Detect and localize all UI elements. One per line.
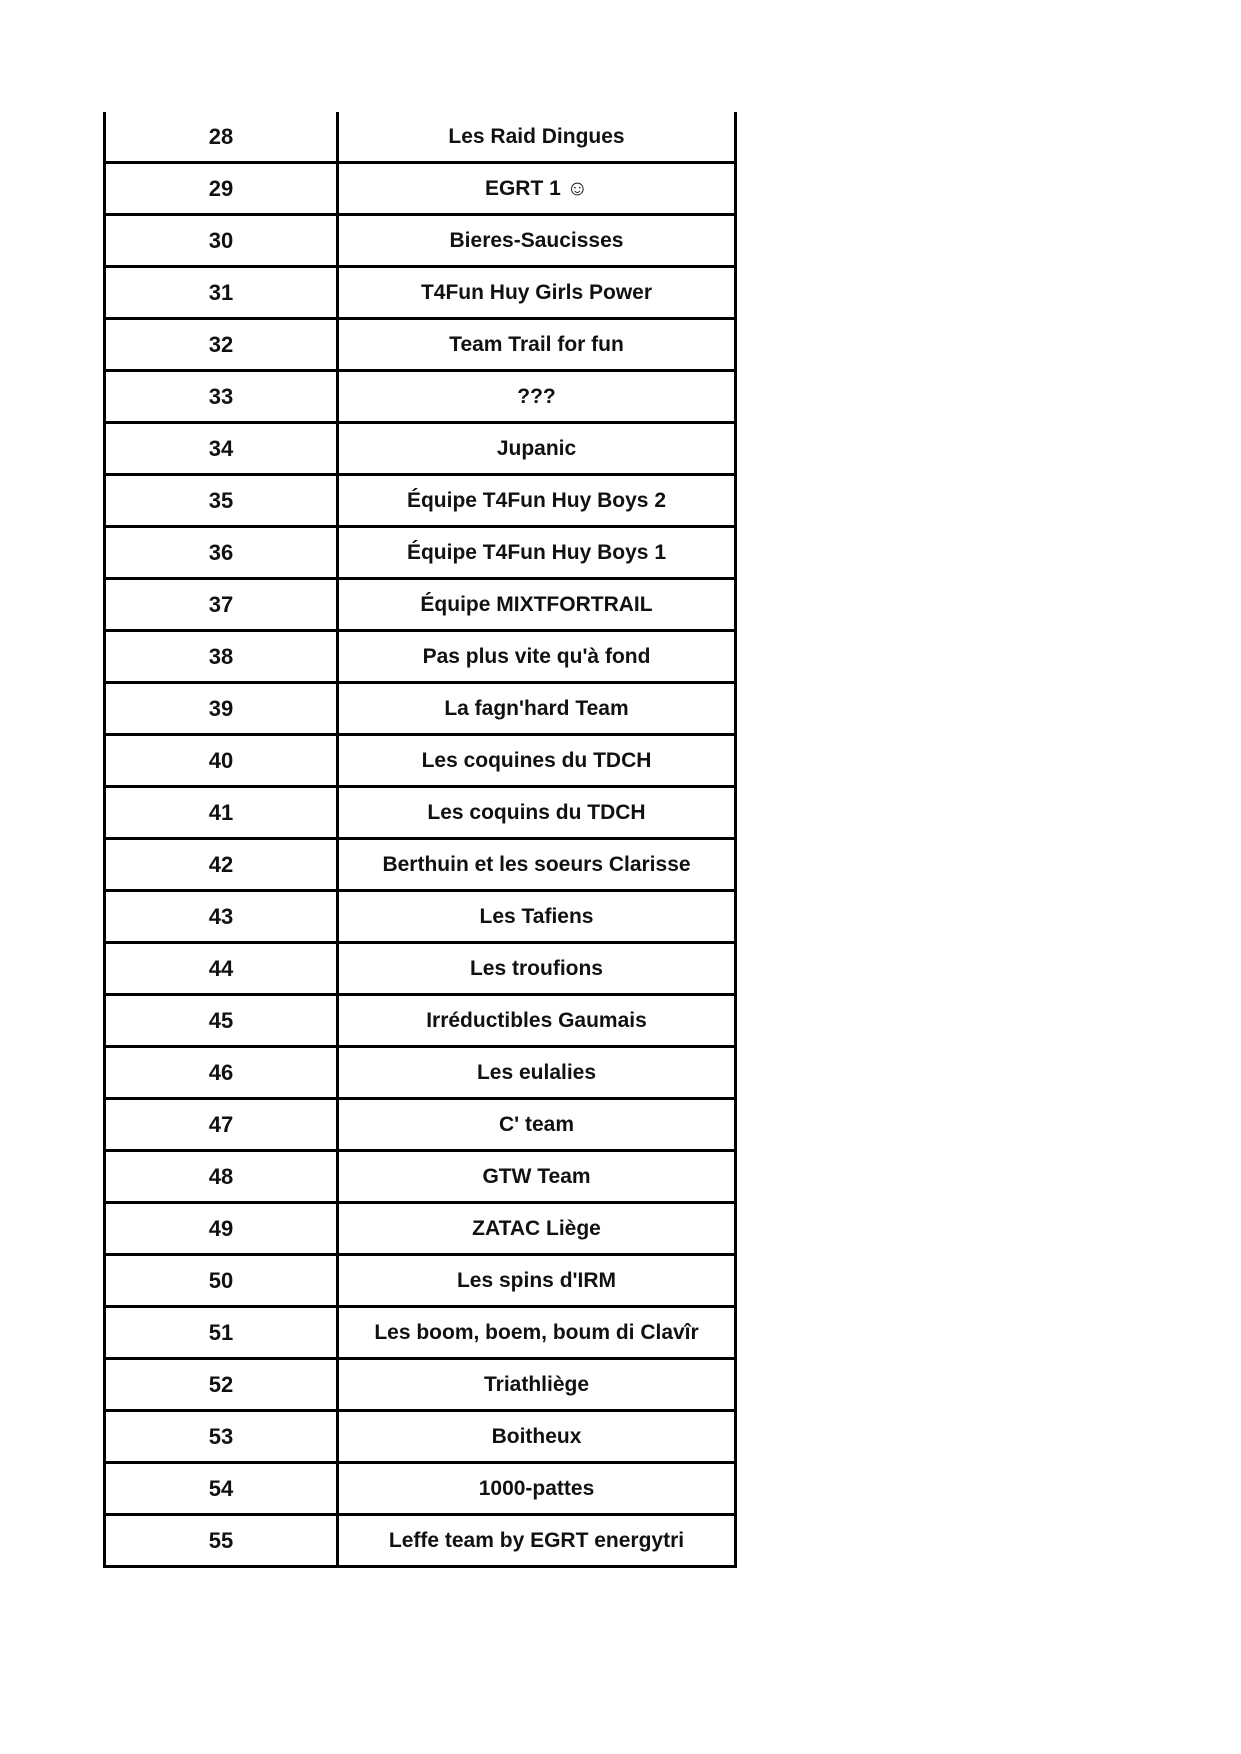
team-name: EGRT 1 ☺ [338,163,736,215]
team-number: 30 [105,215,338,267]
team-number: 53 [105,1411,338,1463]
team-name: Irréductibles Gaumais [338,995,736,1047]
table-row [105,1359,736,1411]
table-row [105,839,736,891]
team-number: 41 [105,787,338,839]
team-name: Leffe team by EGRT energytri [338,1515,736,1567]
table-row [105,995,736,1047]
team-number: 45 [105,995,338,1047]
team-number: 35 [105,475,338,527]
team-number: 38 [105,631,338,683]
team-name: Les eulalies [338,1047,736,1099]
team-number: 52 [105,1359,338,1411]
team-name: Triathliège [338,1359,736,1411]
table-row [105,475,736,527]
team-name: Jupanic [338,423,736,475]
team-number: 43 [105,891,338,943]
team-name: Les Raid Dingues [338,112,736,163]
team-name: Les coquins du TDCH [338,787,736,839]
team-number: 29 [105,163,338,215]
table-row [105,527,736,579]
team-table-container [103,112,734,1568]
table-row [105,631,736,683]
table-row [105,1203,736,1255]
team-number: 44 [105,943,338,995]
team-name: Les spins d'IRM [338,1255,736,1307]
team-name: 1000-pattes [338,1463,736,1515]
team-number: 33 [105,371,338,423]
team-name: Équipe MIXTFORTRAIL [338,579,736,631]
table-row [105,163,736,215]
team-name: ZATAC Liège [338,1203,736,1255]
team-table-body [105,112,736,1567]
team-number: 32 [105,319,338,371]
table-row [105,267,736,319]
team-name: Les troufions [338,943,736,995]
team-number: 47 [105,1099,338,1151]
table-row [105,1047,736,1099]
team-name: Pas plus vite qu'à fond [338,631,736,683]
team-number: 36 [105,527,338,579]
team-number: 28 [105,112,338,163]
team-number: 37 [105,579,338,631]
table-row [105,1255,736,1307]
team-name: La fagn'hard Team [338,683,736,735]
team-name: Les boom, boem, boum di Clavîr [338,1307,736,1359]
table-row [105,735,736,787]
table-row [105,215,736,267]
team-number: 46 [105,1047,338,1099]
team-name: Équipe T4Fun Huy Boys 2 [338,475,736,527]
team-number: 42 [105,839,338,891]
table-row [105,319,736,371]
team-name: Team Trail for fun [338,319,736,371]
table-row [105,787,736,839]
team-number: 39 [105,683,338,735]
table-row [105,1099,736,1151]
team-name: Équipe T4Fun Huy Boys 1 [338,527,736,579]
team-name: ??? [338,371,736,423]
table-row [105,1515,736,1567]
team-number: 31 [105,267,338,319]
team-name: Berthuin et les soeurs Clarisse [338,839,736,891]
team-number: 51 [105,1307,338,1359]
table-row [105,1307,736,1359]
table-row [105,1463,736,1515]
team-number: 49 [105,1203,338,1255]
team-name: Les Tafiens [338,891,736,943]
team-number: 55 [105,1515,338,1567]
table-row [105,112,736,163]
team-table [103,112,737,1568]
team-number: 34 [105,423,338,475]
table-row [105,683,736,735]
team-name: Boitheux [338,1411,736,1463]
team-name: T4Fun Huy Girls Power [338,267,736,319]
table-row [105,943,736,995]
table-row [105,371,736,423]
team-name: Bieres-Saucisses [338,215,736,267]
team-name: GTW Team [338,1151,736,1203]
table-row [105,1151,736,1203]
team-number: 48 [105,1151,338,1203]
table-row [105,891,736,943]
team-number: 50 [105,1255,338,1307]
table-row [105,579,736,631]
team-number: 40 [105,735,338,787]
team-name: Les coquines du TDCH [338,735,736,787]
team-name: C' team [338,1099,736,1151]
table-row [105,423,736,475]
team-number: 54 [105,1463,338,1515]
table-row [105,1411,736,1463]
